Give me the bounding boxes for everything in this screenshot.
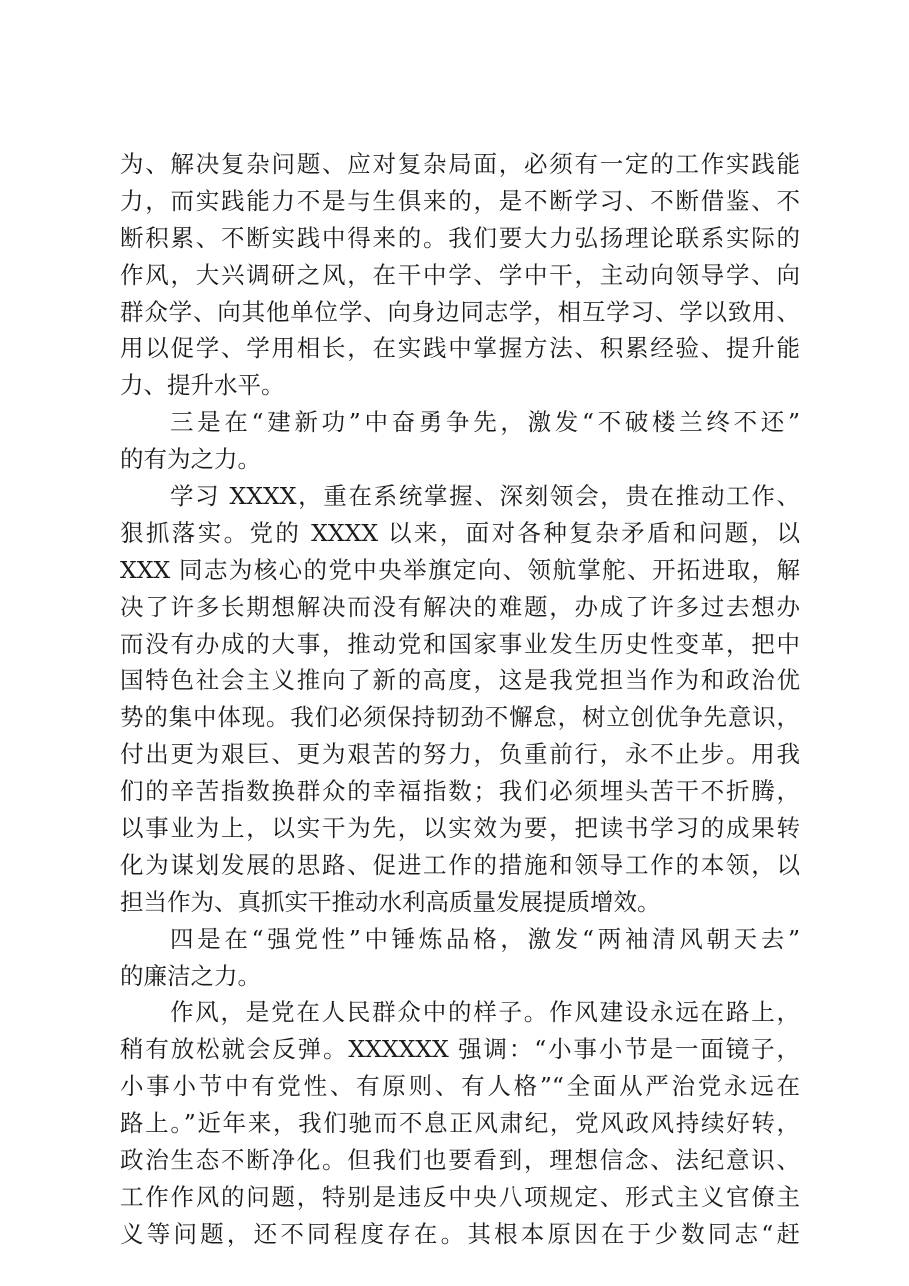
section-heading-line: 的廉洁之力。 [120,961,261,990]
text-line: 义等问题，还不同程度存在。其根本原因在于少数同志“赶 [120,1219,800,1248]
text-line: 政治生态不断净化。但我们也要看到，理想信念、法纪意识、 [120,1146,800,1175]
text-line: 路上。”近年来，我们驰而不息正风肃纪，党风政风持续好转， [120,1109,800,1138]
text-line: 力、提升水平。 [120,371,285,400]
document-body [120,146,800,1253]
section-heading-line: 的有为之力。 [120,445,261,474]
text-line: 化为谋划发展的思路、促进工作的措施和领导工作的本领，以 [120,850,800,879]
text-line: 工作作风的问题，特别是违反中央八项规定、形式主义官僚主 [120,1182,800,1211]
text-line: 学习 XXXX，重在系统掌握、深刻领会，贵在推动工作、 [170,482,800,511]
text-line: 为、解决复杂问题、应对复杂局面，必须有一定的工作实践能 [120,150,800,178]
text-line: 而没有办成的大事，推动党和国家事业发生历史性变革，把中 [120,629,800,658]
text-line: 担当作为、真抓实干推动水利高质量发展提质增效。 [120,887,661,916]
text-line: 小事小节中有党性、有原则、有人格”“全面从严治党永远在 [120,1072,800,1101]
text-line: 决了许多长期想解决而没有解决的难题，办成了许多过去想办 [120,592,800,621]
text-line: 付出更为艰巨、更为艰苦的努力，负重前行，永不止步。用我 [120,740,800,769]
text-line: 国特色社会主义推向了新的高度，这是我党担当作为和政治优 [120,666,800,695]
text-line: 以事业为上，以实干为先，以实效为要，把读书学习的成果转 [120,814,800,843]
text-line: 力，而实践能力不是与生俱来的，是不断学习、不断借鉴、不 [120,186,800,215]
text-line: 用以促学、学用相长，在实践中掌握方法、积累经验、提升能 [120,334,800,363]
text-line: 作风，大兴调研之风，在干中学、学中干，主动向领导学、向 [120,260,800,289]
text-line: XXX 同志为核心的党中央举旗定向、领航掌舵、开拓进取，解 [120,555,800,584]
section-heading-line: 三是在“建新功”中奋勇争先，激发“不破楼兰终不还” [170,408,800,437]
text-line: 断积累、不断实践中得来的。我们要大力弘扬理论联系实际的 [120,223,800,252]
text-line: 稍有放松就会反弹。XXXXXX 强调：“小事小节是一面镜子， [120,1035,800,1064]
text-line: 群众学、向其他单位学、向身边同志学，相互学习、学以致用、 [120,297,800,326]
text-line: 作风，是党在人民群众中的样子。作风建设永远在路上， [170,998,800,1027]
text-line: 狠抓落实。党的 XXXX 以来，面对各种复杂矛盾和问题，以 [120,518,800,547]
text-line: 们的辛苦指数换群众的幸福指数；我们必须埋头苦干不折腾， [120,777,800,806]
section-heading-line: 四是在“强党性”中锤炼品格，激发“两袖清风朝天去” [170,924,800,953]
text-line: 势的集中体现。我们必须保持韧劲不懈怠，树立创优争先意识， [120,703,800,732]
